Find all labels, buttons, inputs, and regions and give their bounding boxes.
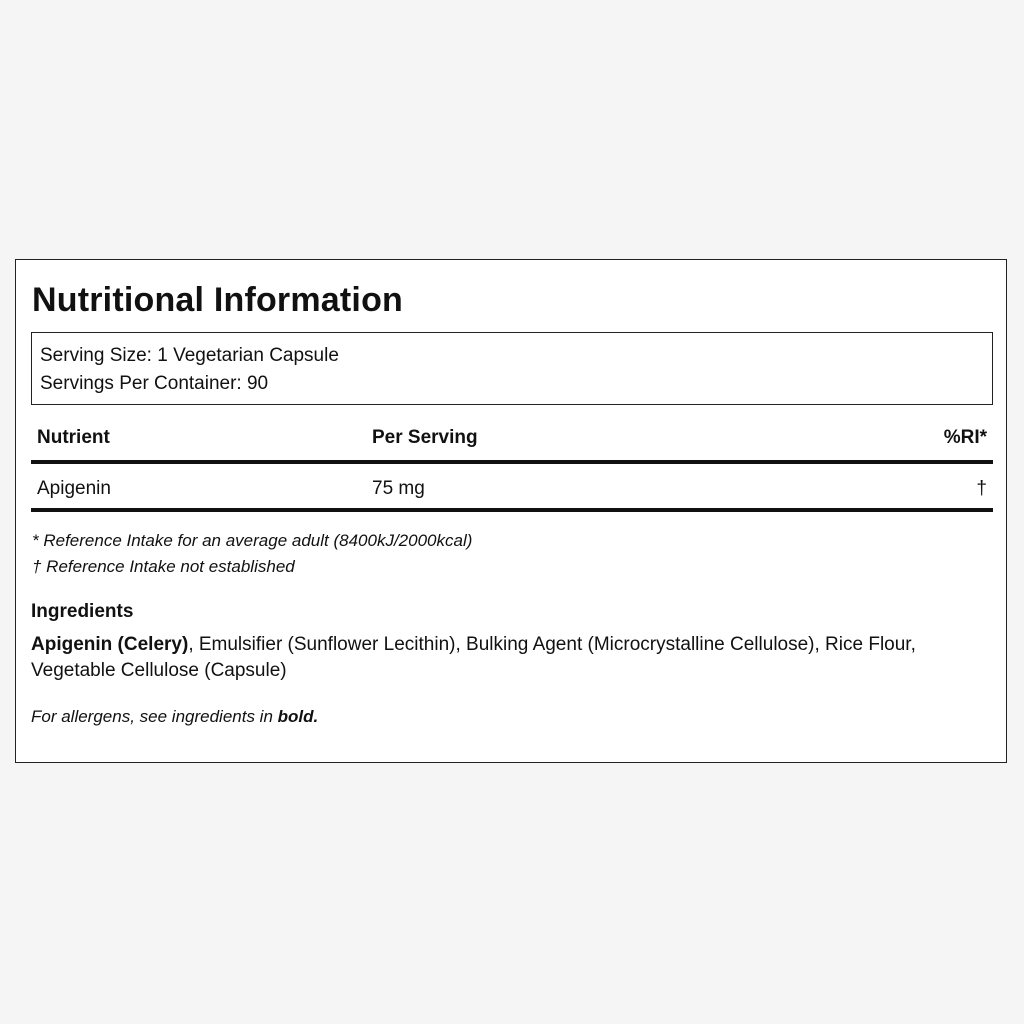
serving-info-box [31,332,993,405]
allergen-note-text: For allergens, see ingredients in [31,707,278,726]
allergen-ingredient: Apigenin (Celery) [31,634,189,655]
ingredients-rest: , Emulsifier (Sunflower Lecithin), Bulking Agent (Microcrystalline Cellulose), Rice Flour, Vegetable Cellulose (Capsule) [31,634,916,681]
nutrient-amount: 75 mg [372,478,425,499]
nutrient-table-header [31,420,993,464]
dagger-footnote: † Reference Intake not established [32,557,295,576]
header-per-serving: Per Serving [372,427,478,448]
ingredients-list [31,632,981,684]
nutrition-panel [15,259,1007,763]
footnotes [32,528,472,580]
table-row [31,464,993,512]
serving-size: Serving Size: 1 Vegetarian Capsule [40,345,339,366]
servings-per-container: Servings Per Container: 90 [40,373,269,394]
nutrient-name: Apigenin [37,478,111,499]
header-ri: %RI* [943,427,987,448]
page-title: Nutritional Information [32,281,404,319]
allergen-note-bold: bold. [277,707,319,726]
header-nutrient: Nutrient [37,427,110,448]
ri-footnote: * Reference Intake for an average adult (8400kJ/2000kcal) [32,531,473,550]
allergen-note [31,704,318,730]
ingredients-heading: Ingredients [31,601,134,622]
nutrient-ri: † [976,478,987,499]
